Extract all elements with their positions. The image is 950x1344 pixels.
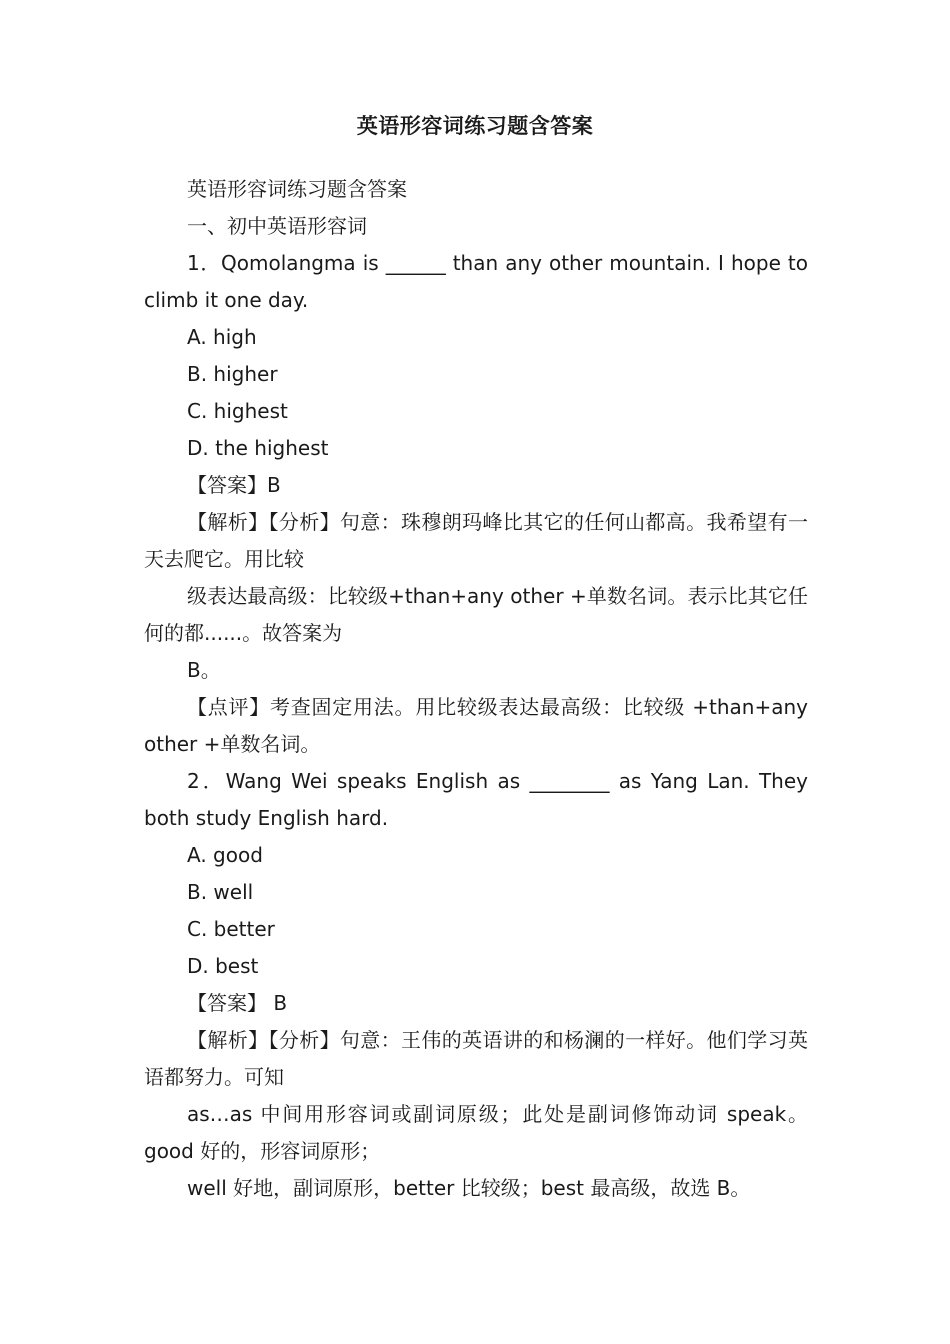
question-2-analysis-part-2: as…as 中间用形容词或副词原级；此处是副词修饰动词 speak。good 好的，形容词原形；: [144, 1102, 808, 1163]
question-1-analysis-part-1: 【解析】【分析】句意：珠穆朗玛峰比其它的任何山都高。我希望有一天去爬它。用比较: [144, 510, 808, 571]
question-1-comment: 【点评】考查固定用法。用比较级表达最高级：比较级 +than+any other +单数名词。: [144, 695, 808, 756]
subtitle: 英语形容词练习题含答案: [187, 177, 407, 201]
section-heading: 一、初中英语形容词: [187, 214, 367, 238]
question-2-analysis-part-1: 【解析】【分析】句意：王伟的英语讲的和杨澜的一样好。他们学习英语都努力。可知: [144, 1028, 808, 1089]
question-1-option-d: D. the highest: [187, 436, 329, 460]
document-title: 英语形容词练习题含答案: [356, 114, 594, 138]
question-1-analysis-part-3: B。: [187, 658, 221, 682]
question-1-analysis-part-2: 级表达最高级：比较级+than+any other +单数名词。表示比其它任何的都......。故答案为: [144, 584, 808, 645]
question-2-answer: 【答案】 B: [187, 991, 288, 1015]
question-1-option-b: B. higher: [187, 362, 278, 386]
question-1-option-a: A. high: [187, 325, 257, 349]
question-2-option-d: D. best: [187, 954, 259, 978]
question-1-stem: 1．Qomolangma is ______ than any other mountain. I hope to climb it one day.: [144, 251, 808, 312]
document-body: [144, 171, 808, 1207]
question-1-answer: 【答案】B: [187, 473, 281, 497]
question-2-stem: 2．Wang Wei speaks English as ________ as Yang Lan. They both study English hard.: [144, 769, 808, 830]
question-1-option-c: C. highest: [187, 399, 288, 423]
question-2-analysis-part-3: well 好地，副词原形，better 比较级；best 最高级，故选 B。: [187, 1176, 751, 1200]
question-2-option-b: B. well: [187, 880, 254, 904]
question-2-option-a: A. good: [187, 843, 263, 867]
question-2-option-c: C. better: [187, 917, 275, 941]
